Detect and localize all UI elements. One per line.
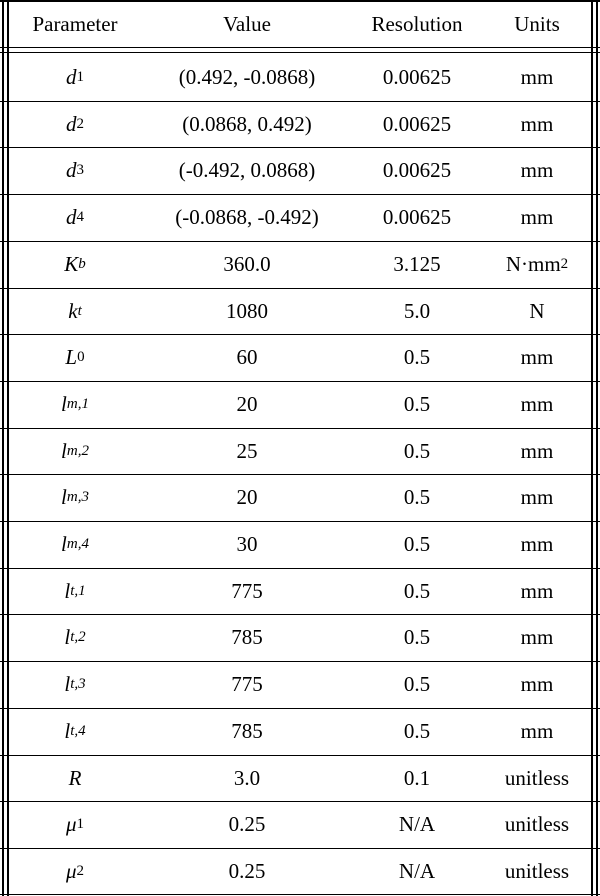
parameter-subscript: t,2 — [70, 629, 86, 645]
parameter-symbol: d — [66, 112, 77, 136]
cell-units — [482, 345, 592, 370]
cell-resolution: 0.5 — [403, 579, 431, 603]
cell-units — [482, 719, 592, 744]
cell-value: 3.0 — [233, 766, 261, 790]
parameter-subscript: t — [77, 303, 82, 319]
cell-units — [482, 672, 592, 697]
parameter-symbol: k — [68, 299, 78, 323]
cell-value: 25 — [236, 439, 258, 463]
units-text: mm — [520, 672, 554, 696]
cell-value: 0.25 — [228, 859, 266, 883]
cell-units — [482, 579, 592, 604]
parameter-subscript: 4 — [76, 209, 84, 225]
cell-resolution: N/A — [398, 812, 436, 836]
table-row — [8, 755, 592, 802]
cell-parameter — [8, 299, 142, 324]
units-text: mm — [520, 158, 554, 182]
cell-units — [482, 625, 592, 650]
parameter-symbol: l — [61, 392, 67, 416]
parameter-symbol: l — [64, 579, 71, 603]
table-row — [8, 381, 592, 428]
units-text: mm — [520, 532, 554, 556]
units-text: unitless — [504, 859, 570, 883]
cell-parameter — [8, 158, 142, 183]
cell-resolution: N/A — [398, 859, 436, 883]
cell-resolution: 0.5 — [403, 625, 431, 649]
table-row — [8, 194, 592, 241]
parameter-symbol: μ — [65, 859, 77, 883]
cell-units — [482, 65, 592, 90]
cell-resolution: 0.5 — [403, 345, 431, 369]
units-text: mm — [520, 345, 554, 369]
table-row — [8, 848, 592, 895]
cell-resolution: 0.5 — [403, 719, 431, 743]
table-header-row — [8, 2, 592, 47]
cell-resolution: 0.5 — [403, 439, 431, 463]
parameter-subscript: t,3 — [70, 676, 86, 692]
cell-resolution: 0.5 — [403, 485, 431, 509]
table-border-left-outer — [2, 0, 4, 896]
cell-parameter — [8, 812, 142, 837]
cell-units — [482, 532, 592, 557]
cell-units — [482, 299, 592, 324]
parameter-subscript: t,4 — [70, 723, 86, 739]
header-units: Units — [514, 12, 560, 36]
parameter-symbol: d — [66, 205, 77, 229]
table-row — [8, 474, 592, 521]
cell-value: 20 — [236, 392, 258, 416]
cell-units — [482, 392, 592, 417]
cell-value: (-0.0868, -0.492) — [175, 205, 319, 229]
parameter-symbol: l — [64, 625, 71, 649]
parameter-symbol: R — [68, 766, 82, 790]
cell-parameter — [8, 672, 142, 697]
units-text: mm — [520, 625, 554, 649]
table-row — [8, 801, 592, 848]
cell-parameter — [8, 392, 142, 417]
header-parameter: Parameter — [32, 12, 118, 36]
units-text: unitless — [504, 812, 570, 836]
cell-value: 775 — [231, 672, 263, 696]
cell-parameter — [8, 252, 142, 277]
cell-value: 785 — [231, 719, 263, 743]
cell-resolution: 0.5 — [403, 532, 431, 556]
table-row — [8, 428, 592, 475]
cell-units — [482, 859, 592, 884]
cell-parameter — [8, 112, 142, 137]
table-row — [8, 147, 592, 194]
parameter-symbol: l — [61, 532, 67, 556]
parameter-subscript: 0 — [77, 349, 85, 365]
cell-value: (0.0868, 0.492) — [182, 112, 312, 136]
table-row — [8, 568, 592, 615]
cell-value: 30 — [236, 532, 258, 556]
parameter-subscript: b — [78, 256, 86, 272]
header-rule-1 — [0, 47, 600, 48]
table-row — [8, 288, 592, 335]
cell-units — [482, 439, 592, 464]
table-row — [8, 54, 592, 101]
cell-resolution: 0.00625 — [382, 205, 452, 229]
cell-resolution: 0.5 — [403, 392, 431, 416]
cell-units — [482, 158, 592, 183]
cell-resolution: 0.5 — [403, 672, 431, 696]
units-text: mm — [520, 392, 554, 416]
parameter-subscript: m,4 — [66, 536, 89, 552]
cell-value: (0.492, -0.0868) — [178, 65, 316, 89]
cell-resolution: 3.125 — [393, 252, 441, 276]
parameter-symbol: μ — [65, 812, 77, 836]
cell-value: 0.25 — [228, 812, 266, 836]
parameter-subscript: m,2 — [66, 443, 89, 459]
units-text: mm — [520, 439, 554, 463]
cell-parameter — [8, 205, 142, 230]
cell-value: 60 — [236, 345, 258, 369]
parameter-symbol: d — [66, 65, 77, 89]
cell-value: 785 — [231, 625, 263, 649]
units-text: unitless — [504, 766, 570, 790]
parameter-symbol: l — [64, 672, 71, 696]
cell-parameter — [8, 345, 142, 370]
units-text: mm — [520, 719, 554, 743]
cell-value: 775 — [231, 579, 263, 603]
parameter-symbol: d — [66, 158, 77, 182]
cell-parameter — [8, 625, 142, 650]
table-row — [8, 661, 592, 708]
table-row — [8, 101, 592, 148]
units-text: mm — [520, 112, 554, 136]
cell-units — [482, 252, 592, 277]
parameter-symbol: L — [65, 345, 78, 369]
parameter-subscript: 3 — [76, 162, 84, 178]
units-text: mm — [520, 205, 554, 229]
cell-parameter — [8, 439, 142, 464]
cell-units — [482, 205, 592, 230]
units-text: mm — [520, 65, 554, 89]
cell-units — [482, 766, 592, 791]
cell-value: 360.0 — [223, 252, 271, 276]
units-text: mm — [520, 579, 554, 603]
parameter-symbol: l — [61, 439, 67, 463]
header-resolution: Resolution — [371, 12, 463, 36]
parameter-symbol: l — [61, 485, 67, 509]
units-text: N·mm — [505, 252, 561, 276]
table-border-right-outer — [596, 0, 598, 896]
units-superscript: 2 — [560, 256, 569, 272]
cell-parameter — [8, 766, 142, 791]
cell-parameter — [8, 579, 142, 604]
cell-value: 1080 — [226, 299, 268, 323]
units-text: N — [529, 299, 545, 323]
parameter-symbol: l — [64, 719, 71, 743]
table-row — [8, 334, 592, 381]
cell-parameter — [8, 859, 142, 884]
parameter-symbol: K — [64, 252, 79, 276]
cell-resolution: 0.00625 — [382, 65, 452, 89]
parameter-subscript: 1 — [76, 816, 85, 832]
cell-resolution: 5.0 — [403, 299, 431, 323]
header-rule-2 — [0, 52, 600, 53]
cell-units — [482, 112, 592, 137]
row-rule — [0, 894, 600, 895]
parameter-subscript: 2 — [76, 116, 84, 132]
table-row — [8, 708, 592, 755]
parameter-subscript: m,1 — [66, 396, 89, 412]
cell-parameter — [8, 532, 142, 557]
table-row — [8, 521, 592, 568]
cell-units — [482, 812, 592, 837]
parameter-subscript: 1 — [76, 69, 84, 85]
cell-resolution: 0.00625 — [382, 158, 452, 182]
table-row — [8, 614, 592, 661]
table-row — [8, 241, 592, 288]
cell-units — [482, 485, 592, 510]
cell-value: 20 — [236, 485, 258, 509]
header-value: Value — [223, 12, 271, 36]
cell-value: (-0.492, 0.0868) — [178, 158, 316, 182]
cell-parameter — [8, 719, 142, 744]
cell-resolution: 0.00625 — [382, 112, 452, 136]
parameter-subscript: 2 — [76, 863, 85, 879]
units-text: mm — [520, 485, 554, 509]
cell-parameter — [8, 65, 142, 90]
parameter-subscript: t,1 — [70, 583, 86, 599]
cell-parameter — [8, 485, 142, 510]
parameter-subscript: m,3 — [66, 489, 89, 505]
cell-resolution: 0.1 — [403, 766, 431, 790]
